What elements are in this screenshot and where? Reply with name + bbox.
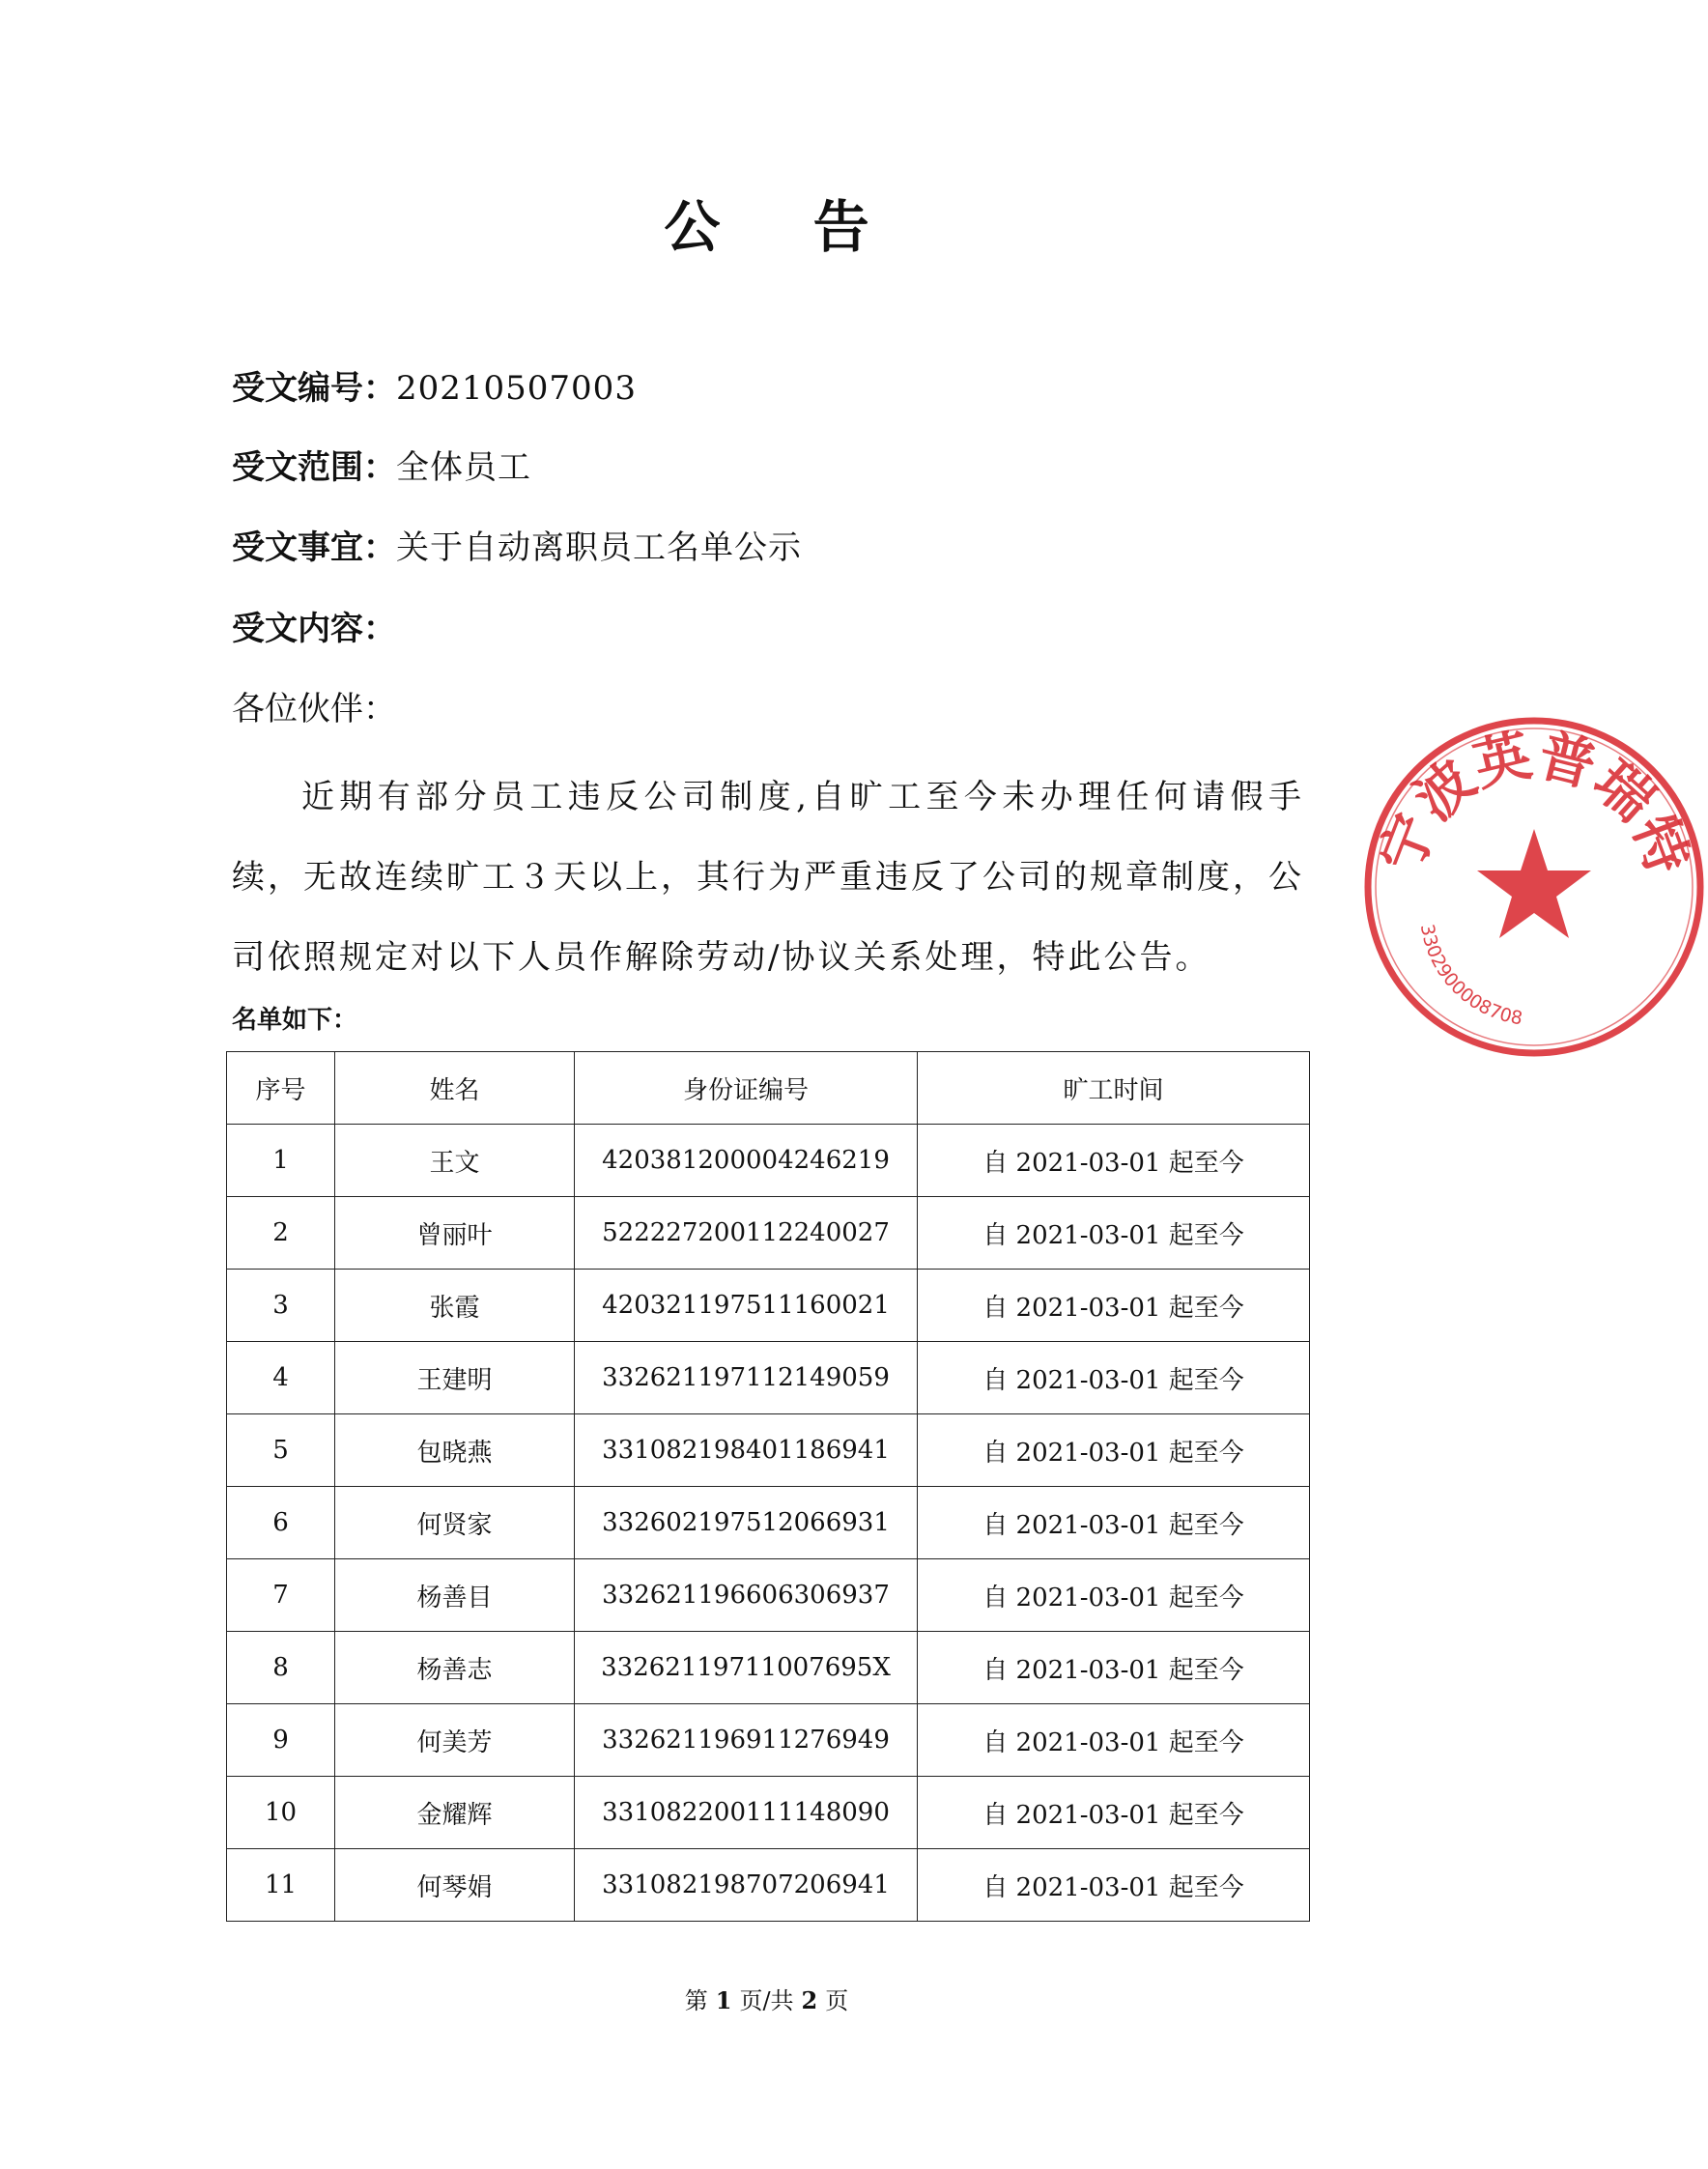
cell-id-number: 332621197112149059	[575, 1342, 918, 1414]
header-seq: 序号	[227, 1052, 335, 1125]
table-row	[227, 1632, 1310, 1704]
cell-seq: 8	[227, 1632, 335, 1704]
table-row	[227, 1704, 1310, 1777]
cell-id-number: 332621196911276949	[575, 1704, 918, 1777]
cell-id-number: 332621196606306937	[575, 1559, 918, 1632]
cell-id-number: 420321197511160021	[575, 1270, 918, 1342]
cell-absence-time: 自 2021-03-01 起至今	[918, 1414, 1310, 1487]
footer-current-page: 1	[715, 1986, 732, 2014]
cell-absence-time: 自 2021-03-01 起至今	[918, 1777, 1310, 1849]
cell-seq: 7	[227, 1559, 335, 1632]
page-footer	[0, 1984, 1533, 2017]
table-row	[227, 1487, 1310, 1559]
doc-number-value: 20210507003	[396, 369, 637, 408]
cell-id-number: 33262119711007695X	[575, 1632, 918, 1704]
svg-text:3302900008708	[1416, 923, 1524, 1030]
scope-value: 全体员工	[396, 448, 531, 487]
cell-id-number: 331082198707206941	[575, 1849, 918, 1922]
table-row	[227, 1414, 1310, 1487]
cell-id-number: 332602197512066931	[575, 1487, 918, 1559]
cell-seq: 2	[227, 1197, 335, 1270]
table-row	[227, 1777, 1310, 1849]
scope-field	[232, 444, 531, 491]
cell-seq: 9	[227, 1704, 335, 1777]
cell-seq: 1	[227, 1125, 335, 1197]
content-label: 受文内容：	[232, 610, 396, 648]
cell-name: 包晓燕	[335, 1414, 575, 1487]
cell-seq: 11	[227, 1849, 335, 1922]
cell-absence-time: 自 2021-03-01 起至今	[918, 1125, 1310, 1197]
roster-body	[227, 1125, 1310, 1922]
greeting: 各位伙伴：	[232, 690, 396, 728]
seal-text: 宁波英普瑞特	[1367, 722, 1702, 883]
company-seal-icon	[1360, 713, 1708, 1061]
header-name: 姓名	[335, 1052, 575, 1125]
cell-absence-time: 自 2021-03-01 起至今	[918, 1632, 1310, 1704]
subject-value: 关于自动离职员工名单公示	[396, 528, 802, 567]
cell-name: 杨善志	[335, 1632, 575, 1704]
cell-name: 何美芳	[335, 1704, 575, 1777]
table-row	[227, 1270, 1310, 1342]
table-row	[227, 1849, 1310, 1922]
footer-suffix: 页	[825, 1987, 849, 2014]
cell-seq: 3	[227, 1270, 335, 1342]
table-row	[227, 1559, 1310, 1632]
cell-name: 杨善目	[335, 1559, 575, 1632]
scope-label: 受文范围：	[232, 448, 396, 487]
seal-number: 3302900008708	[1415, 922, 1524, 1030]
cell-name: 王建明	[335, 1342, 575, 1414]
cell-seq: 10	[227, 1777, 335, 1849]
table-row	[227, 1342, 1310, 1414]
list-heading: 名单如下：	[232, 1006, 358, 1035]
cell-seq: 4	[227, 1342, 335, 1414]
table-row	[227, 1125, 1310, 1197]
footer-prefix: 第	[684, 1987, 708, 2014]
subject-field	[232, 525, 802, 571]
seal-star-icon	[1477, 829, 1591, 938]
cell-absence-time: 自 2021-03-01 起至今	[918, 1342, 1310, 1414]
cell-name: 何贤家	[335, 1487, 575, 1559]
table-row	[227, 1197, 1310, 1270]
cell-seq: 5	[227, 1414, 335, 1487]
cell-absence-time: 自 2021-03-01 起至今	[918, 1270, 1310, 1342]
cell-absence-time: 自 2021-03-01 起至今	[918, 1704, 1310, 1777]
cell-id-number: 331082200111148090	[575, 1777, 918, 1849]
cell-absence-time: 自 2021-03-01 起至今	[918, 1487, 1310, 1559]
header-id-number: 身份证编号	[575, 1052, 918, 1125]
cell-name: 王文	[335, 1125, 575, 1197]
doc-number-field	[232, 365, 637, 412]
cell-seq: 6	[227, 1487, 335, 1559]
cell-name: 何琴娟	[335, 1849, 575, 1922]
roster-table	[226, 1051, 1310, 1922]
cell-id-number: 522227200112240027	[575, 1197, 918, 1270]
cell-name: 金耀辉	[335, 1777, 575, 1849]
cell-absence-time: 自 2021-03-01 起至今	[918, 1197, 1310, 1270]
header-absence-time: 旷工时间	[918, 1052, 1310, 1125]
footer-total-pages: 2	[801, 1986, 818, 2014]
cell-name: 张霞	[335, 1270, 575, 1342]
table-header-row	[227, 1052, 1310, 1125]
content-field	[232, 606, 396, 652]
doc-number-label: 受文编号：	[232, 369, 396, 408]
footer-middle: 页/共	[739, 1987, 794, 2014]
subject-label: 受文事宜：	[232, 528, 396, 567]
notice-body: 近期有部分员工违反公司制度,自旷工至今未办理任何请假手续，无故连续旷工３天以上，其行为严重违反了公司的规章制度，公司依照规定对以下人员作解除劳动/协议关系处理，特此公告。	[232, 778, 1304, 977]
cell-absence-time: 自 2021-03-01 起至今	[918, 1849, 1310, 1922]
cell-absence-time: 自 2021-03-01 起至今	[918, 1559, 1310, 1632]
notice-title: 公 告	[664, 194, 906, 260]
cell-name: 曾丽叶	[335, 1197, 575, 1270]
cell-id-number: 420381200004246219	[575, 1125, 918, 1197]
cell-id-number: 331082198401186941	[575, 1414, 918, 1487]
